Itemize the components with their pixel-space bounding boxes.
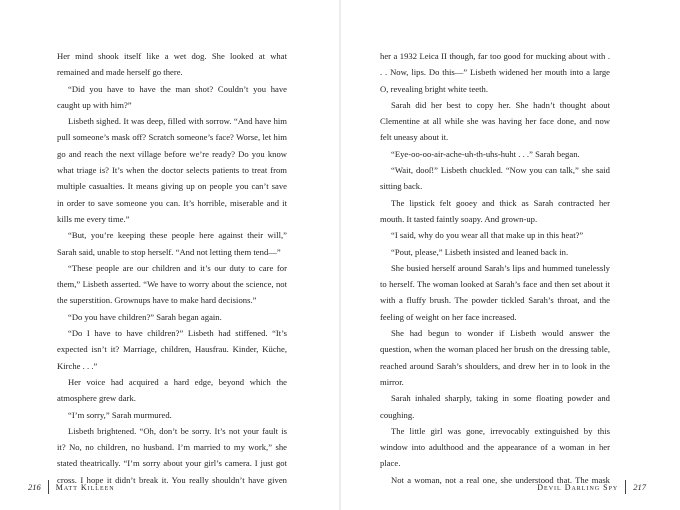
page-number: 216 xyxy=(28,482,41,492)
paragraph: She had begun to wonder if Lisbeth would answer the question, when the woman placed her brush on the dressing table, reached around Sarah’s shoulders, and drew her in to look in the mirror. xyxy=(380,328,610,387)
left-page-text xyxy=(57,48,287,488)
paragraph: “Did you have to have the man shot? Couldn’t you have caught up with him?” xyxy=(57,83,287,110)
paragraph: The lipstick felt gooey and thick as Sarah contracted her mouth. It tasted faintly soapy. And grown-up. xyxy=(380,197,610,224)
paragraph: “Do I have to have children?” Lisbeth had stiffened. “It’s expected isn’t it? Marriage, children, Hausfrau. Kinder, Küche, Kirche . . .” xyxy=(57,328,287,371)
paragraph: “I said, why do you wear all that make up in this heat?” xyxy=(391,230,584,241)
paragraph: “These people are our children and it’s our duty to care for them,” Lisbeth asserted. “We have to worry about the science, not the superstition. Grownups have to make hard decisions.” xyxy=(57,262,287,306)
paragraph: The little girl was gone, irrevocably extinguished by this window into adulthood and the appearance of a woman in her place. xyxy=(380,425,610,469)
running-head-author: Matt Killeen xyxy=(55,482,115,492)
paragraph: Her mind shook itself like a wet dog. She looked at what remained and made herself go there. xyxy=(57,51,287,78)
paragraph: “Wait, dooſ!” Lisbeth chuckled. “Now you can talk,” she said sitting back. xyxy=(380,165,610,192)
footer-divider xyxy=(48,480,49,494)
left-page-footer xyxy=(28,480,115,494)
page-number: 217 xyxy=(633,482,646,492)
paragraph: “Eye-oo-oo-air-ache-uh-th-uhs-huht . . .” Sarah began. xyxy=(391,148,580,159)
right-page-text xyxy=(380,48,610,488)
paragraph: “Pout, please,” Lisbeth insisted and leaned back in. xyxy=(391,246,569,257)
paragraph: “But, you’re keeping these people here against their will,” Sarah said, unable to stop herself. “And not letting them tend—” xyxy=(57,230,287,257)
paragraph: Lisbeth sighed. It was deep, filled with sorrow. “And have him pull someone’s mask off? Scratch someone’s face? Worse, let him go and reach the next village before we’re ready? Do you know what triage is? It’s when the doctor selects patients to treat from multiple casualties. It means giving up on people you can’t save in order to save someone you can. It’s horrible, miserable and it kills me every time.” xyxy=(57,116,287,224)
paragraph: “Do you have children?” Sarah began again. xyxy=(68,311,222,322)
paragraph: Her voice had acquired a hard edge, beyond which the atmosphere grew dark. xyxy=(57,376,287,404)
right-page xyxy=(340,0,680,510)
paragraph: She busied herself around Sarah’s lips and hummed tunelessly to herself. The woman looked at Sarah’s face and then set about it with a fluffy brush. The powder tickled Sarah’s throat, and the feeling of weight on her face increased. xyxy=(380,262,610,322)
paragraph: her a 1932 Leica II though, far too good for mucking about with . . . Now, lips. Do this—” Lisbeth widened her mouth into a large O, revealing bright white teeth. xyxy=(380,51,610,94)
paragraph: “I’m sorry,” Sarah murmured. xyxy=(68,409,172,420)
paragraph: Sarah inhaled sharply, taking in some floating powder and coughing. xyxy=(380,393,610,420)
paragraph: Not a woman, not a real one, she understood that. The mask xyxy=(391,474,610,485)
right-page-footer xyxy=(537,480,646,494)
running-head-title: Devil Darling Spy xyxy=(537,482,619,492)
paragraph: Sarah did her best to copy her. She hadn’t thought about Clementine at all while she was having her face done, and now felt uneasy about it. xyxy=(380,99,610,143)
paragraph: Lisbeth brightened. “Oh, don’t be sorry. It’s not your fault is it? No, no children, no husband. I’m married to my work,” she stated theatrically. “I’m sorry about your girl’s camera. I just got cross. I hope it didn’t break it. You really shouldn’t have given xyxy=(57,425,287,485)
footer-divider xyxy=(625,480,626,494)
